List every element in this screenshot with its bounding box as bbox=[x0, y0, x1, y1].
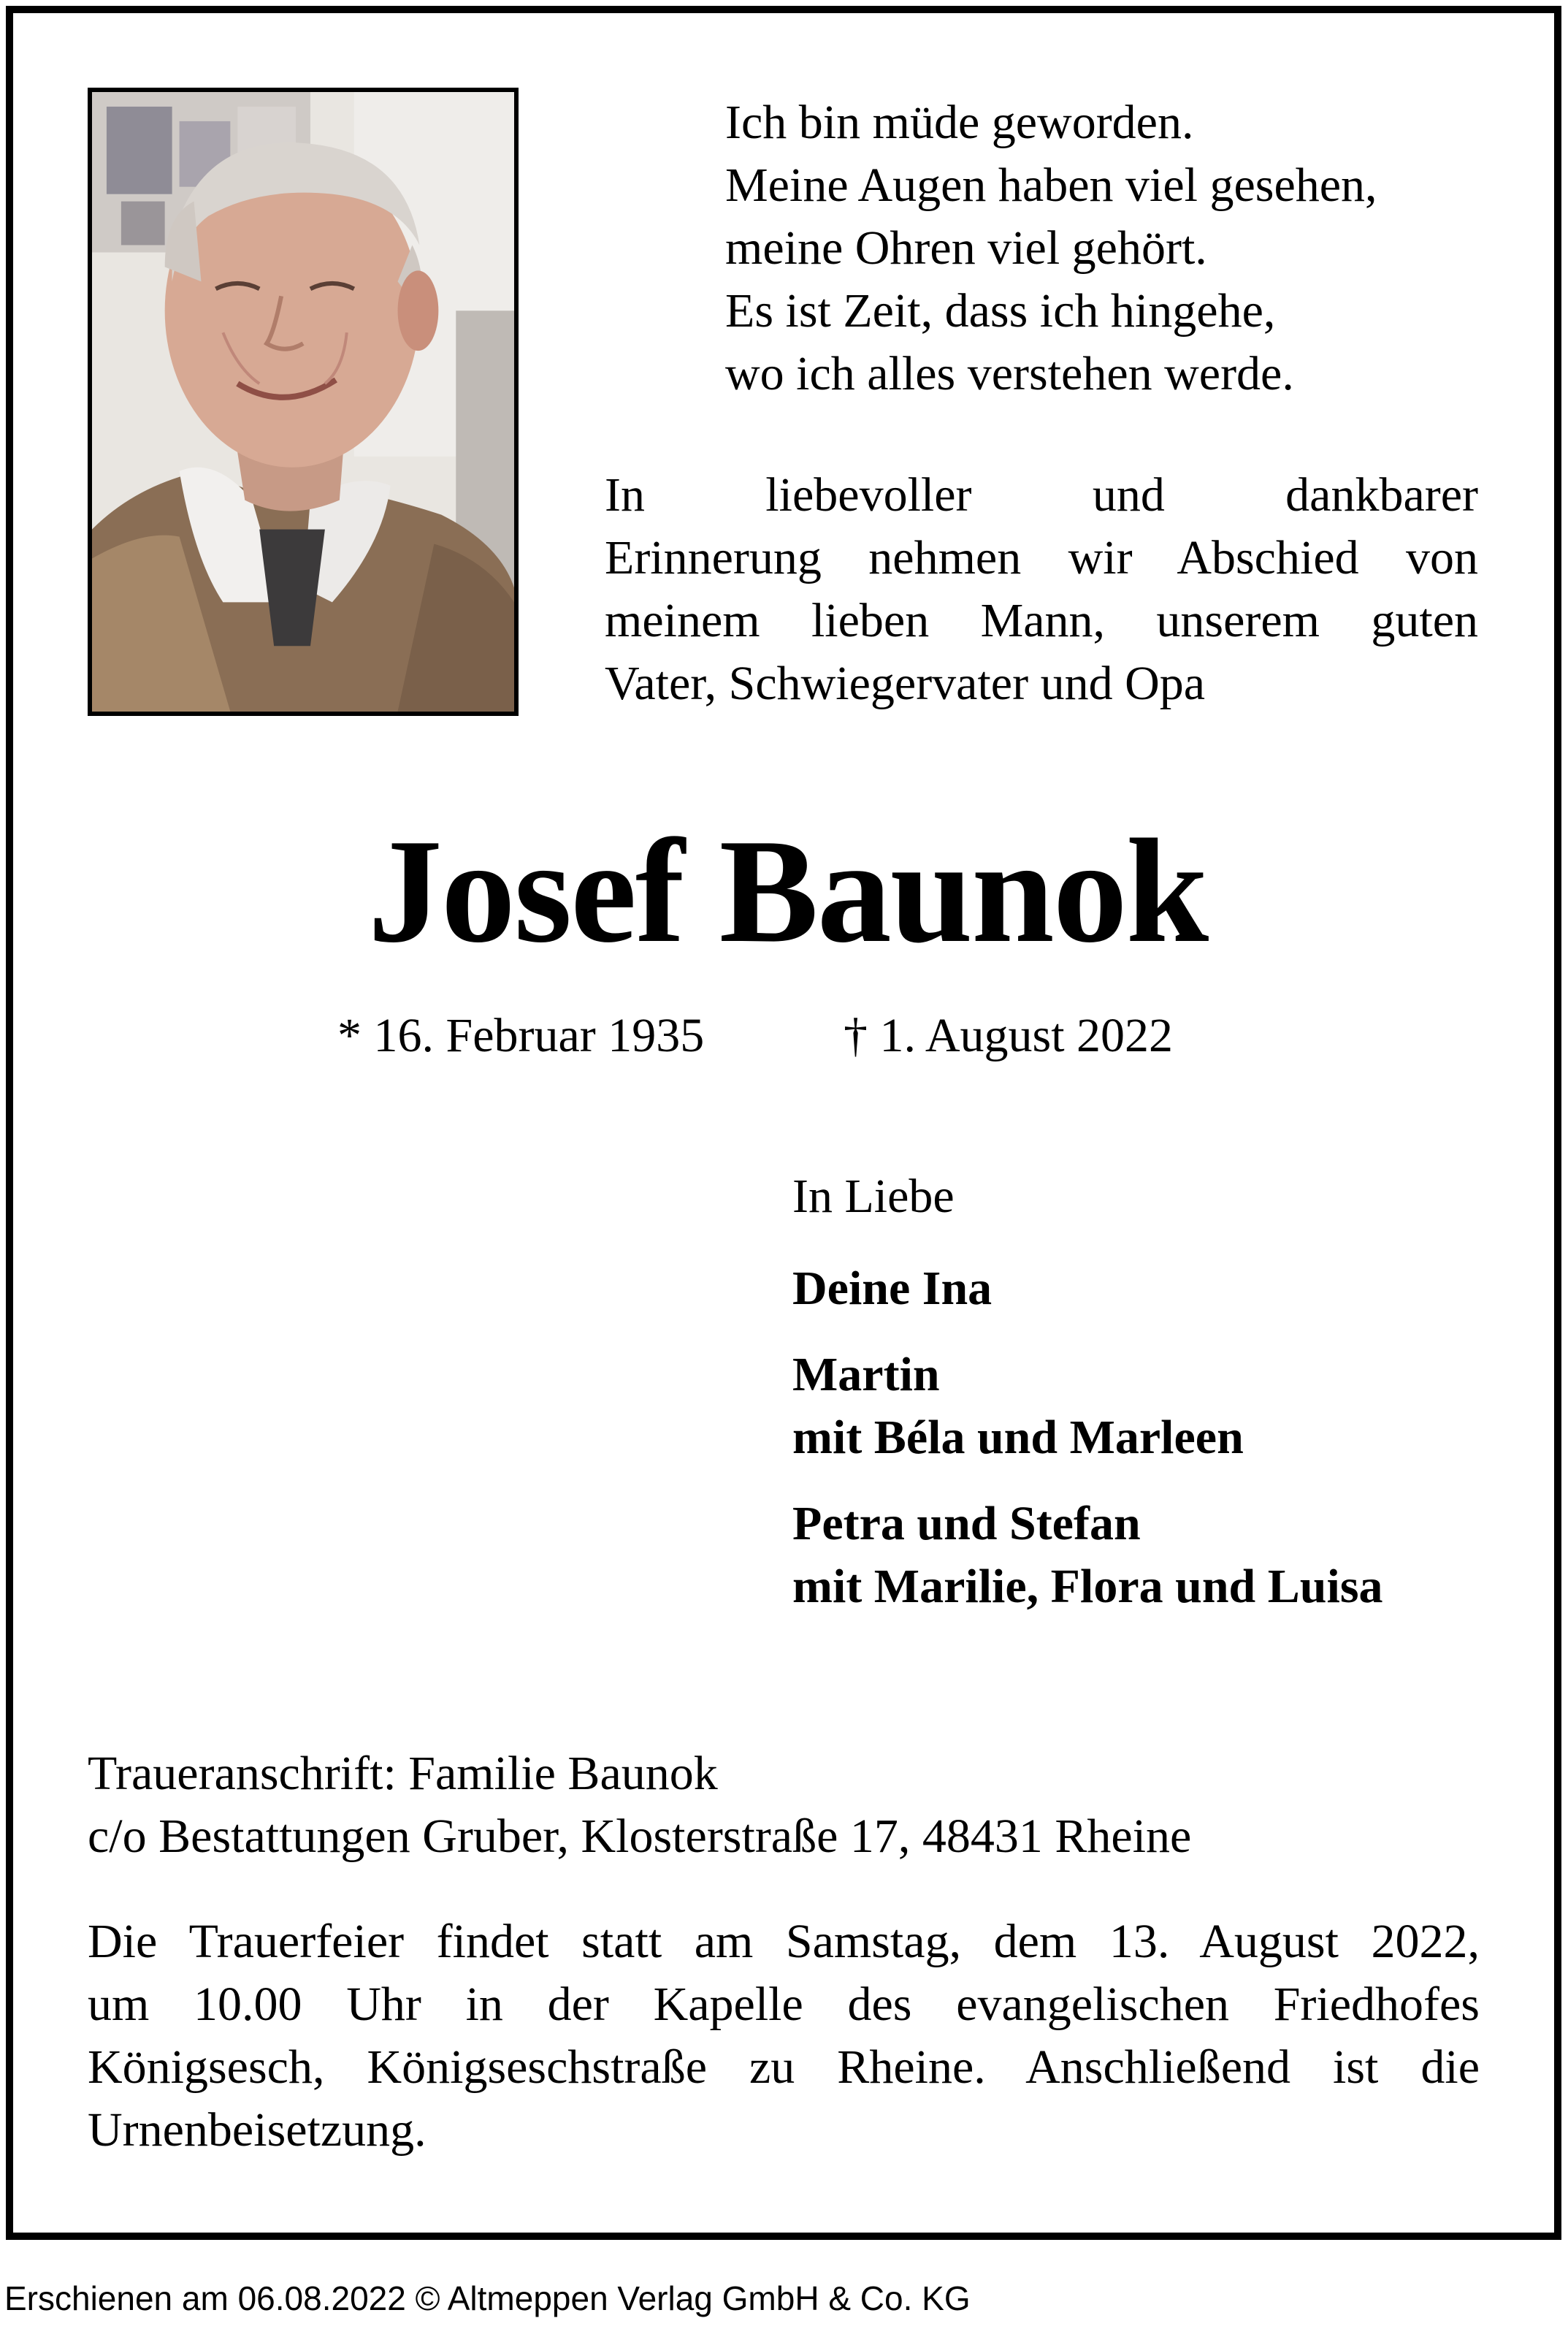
address-line: c/o Bestattungen Gruber, Klosterstraße 17, 48431 Rheine bbox=[88, 1810, 1192, 1863]
birth-date: * 16. Februar 1935 bbox=[337, 1009, 705, 1062]
intro-line: meinem lieben Mann, unserem guten bbox=[605, 594, 1478, 647]
mourner-line: Martin bbox=[792, 1348, 940, 1401]
address-line: Traueranschrift: Familie Baunok bbox=[88, 1747, 718, 1800]
ceremony-line: Urnenbeisetzung. bbox=[88, 2103, 427, 2157]
intro-line: Erinnerung nehmen wir Abschied von bbox=[605, 531, 1478, 584]
ceremony-line: Königsesch, Königseschstraße zu Rheine. Anschließend ist die bbox=[88, 2040, 1480, 2094]
ceremony-info bbox=[88, 1910, 1480, 2162]
portrait-image bbox=[92, 92, 514, 712]
mourner-group bbox=[792, 1257, 1523, 1320]
poem-line: Meine Augen haben viel gesehen, bbox=[725, 159, 1377, 212]
mourner-line: Deine Ina bbox=[792, 1262, 993, 1315]
mourning-address bbox=[88, 1742, 1475, 1868]
death-date: † 1. August 2022 bbox=[844, 1009, 1174, 1062]
intro-line: Vater, Schwiegervater und Opa bbox=[605, 657, 1206, 710]
ceremony-line: um 10.00 Uhr in der Kapelle des evangelischen Friedhofes bbox=[88, 1978, 1480, 2031]
mourner-group bbox=[792, 1343, 1523, 1469]
mourner-line: mit Marilie, Flora und Luisa bbox=[792, 1560, 1383, 1613]
poem-line: meine Ohren viel gehört. bbox=[725, 221, 1207, 275]
deceased-name-block bbox=[0, 807, 1568, 975]
poem-line: Ich bin müde geworden. bbox=[725, 96, 1194, 149]
publication-footer: Erschienen am 06.08.2022 © Altmeppen Verlag GmbH & Co. KG bbox=[4, 2279, 971, 2317]
poem bbox=[725, 91, 1529, 405]
mourner-line: mit Béla und Marleen bbox=[792, 1411, 1244, 1464]
greeting: In Liebe bbox=[792, 1170, 955, 1223]
poem-line: wo ich alles verstehen werde. bbox=[725, 347, 1294, 400]
mourner-group bbox=[792, 1493, 1523, 1618]
portrait-photo bbox=[88, 88, 519, 716]
intro-line: In liebevoller und dankbarer bbox=[605, 468, 1478, 522]
deceased-name: Josef Baunok bbox=[367, 809, 1208, 974]
poem-line: Es ist Zeit, dass ich hingehe, bbox=[725, 284, 1276, 338]
intro-text bbox=[605, 464, 1478, 715]
mourners bbox=[792, 1165, 1523, 1642]
mourner-line: Petra und Stefan bbox=[792, 1497, 1141, 1550]
ceremony-line: Die Trauerfeier findet statt am Samstag, dem 13. August 2022, bbox=[88, 1915, 1480, 1968]
